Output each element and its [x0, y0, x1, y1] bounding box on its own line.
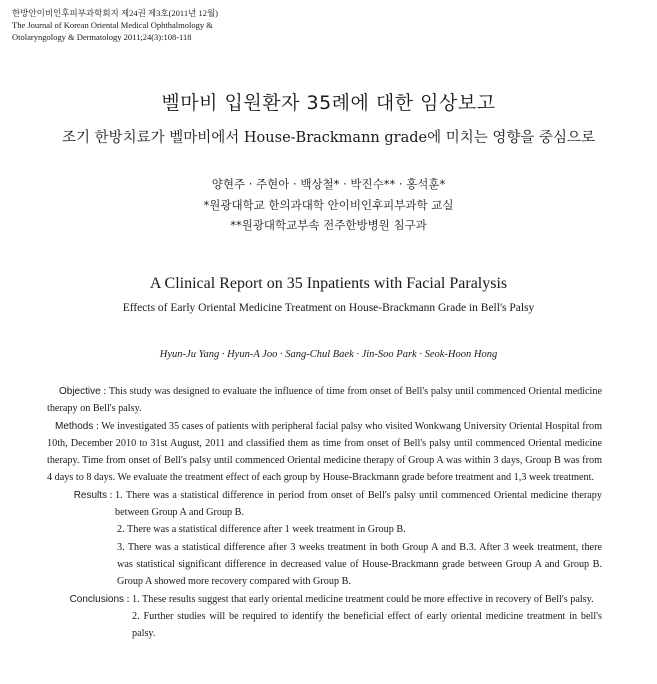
methods-label: Methods: [55, 420, 94, 432]
conclusions-item-1: Conclusions : 1. These results suggest that early oriental medicine treatment could be more effective in recovery of Bell's palsy.: [47, 591, 602, 608]
korean-authors: 양현주 · 주현아 · 백상철* · 박진수** · 홍석훈*: [211, 177, 446, 191]
korean-affiliation-2: **원광대학교부속 전주한방병원 침구과: [230, 218, 427, 232]
conclusions-text-1: 1. These results suggest that early oriental medicine treatment could be more effective in recovery of Bell's palsy.: [132, 593, 594, 605]
objective-label: Objective: [59, 386, 101, 397]
results-text-2: 2. There was a statistical difference after 1 week treatment in Group B.: [117, 524, 406, 536]
results-text-1: 1. There was a statistical difference in period from onset of Bell's palsy until commenced Oriental medicine therapy between Group A and Group B.: [115, 489, 602, 519]
korean-affiliation-1: *원광대학교 한의과대학 안이비인후피부과학 교실: [203, 198, 454, 212]
results-text-3: 3. There was a statistical difference after 3 weeks treatment in both Group A and B.3. After 3 week treatment, there was statistical significant difference in decreased value of House-Brackmann grade between Group A and Group B. Group A showed more recovery compared with Group B.: [117, 541, 602, 588]
objective-paragraph: Objective : This study was designed to evaluate the influence of time from onset of Bell's palsy until commenced Oriental medicine therapy on Bell's palsy.: [47, 386, 602, 415]
journal-citation: Otolaryngology & Dermatology 2011;24(3):108-118: [12, 32, 192, 42]
korean-subtitle: 조기 한방치료가 벨마비에서 House-Brackmann grade에 미치는 영향을 중심으로: [62, 130, 595, 146]
journal-english-name: The Journal of Korean Oriental Medical Ophthalmology &: [12, 20, 213, 30]
objective-text: This study was designed to evaluate the influence of time from onset of Bell's palsy until commenced Oriental medicine therapy on Bell's palsy.: [47, 386, 602, 415]
methods-paragraph: Methods : We investigated 35 cases of patients with peripheral facial palsy who visited Wonkwang University Oriental Hospital from 10th, December 2010 to 31st August, 2011 and classified them as time from onset of Bell's palsy until commenced Oriental medicine therapy. Time from onset of Bell's palsy until commenced Oriental medicine therapy of Group A was within 3 days, Group B was from 4 days to 8 days. We evaluate the treatment effect of each group by House-Brackmann grade before treatment and 1,3 week treatment.: [47, 420, 602, 484]
results-item-1: Results : 1. There was a statistical difference in period from onset of Bell's palsy until commenced Oriental medicine therapy between Group A and Group B.: [47, 487, 602, 522]
korean-title: 벨마비 입원환자 35례에 대한 임상보고: [161, 92, 496, 114]
results-label: Results: [73, 489, 108, 501]
conclusions-text-2: 2. Further studies will be required to identify the beneficial effect of early oriental medicine treatment in bell's palsy.: [132, 610, 602, 640]
methods-text: We investigated 35 cases of patients with peripheral facial palsy who visited Wonkwang University Oriental Hospital from 10th, December 2010 to 31st August, 2011 and classified them as time from onset of Bell's palsy until commenced Oriental medicine therapy. Time from onset of Bell's palsy until commenced Oriental medicine therapy of Group A was within 3 days, Group B was from 4 days to 8 days. We evaluate the treatment effect of each group by House-Brackmann grade before treatment and 1,3 week treatment.: [47, 420, 602, 484]
english-title: A Clinical Report on 35 Inpatients with Facial Paralysis: [149, 275, 508, 292]
journal-header: [12, 7, 218, 43]
english-subtitle: Effects of Early Oriental Medicine Treatment on House-Brackmann Grade in Bell's Palsy: [122, 302, 535, 314]
results-item-2: [47, 521, 602, 538]
abstract: [47, 383, 602, 642]
conclusions-label: Conclusions: [69, 593, 125, 605]
journal-korean-name: 한방안이비인후피부과학회지 제24권 제3호(2011년 12월): [12, 8, 218, 18]
results-item-3: [47, 539, 602, 591]
conclusions-item-2: [47, 608, 602, 643]
english-authors: Hyun-Ju Yang · Hyun-A Joo · Sang-Chul Baek · Jin-Soo Park · Seok-Hoon Hong: [159, 349, 498, 360]
